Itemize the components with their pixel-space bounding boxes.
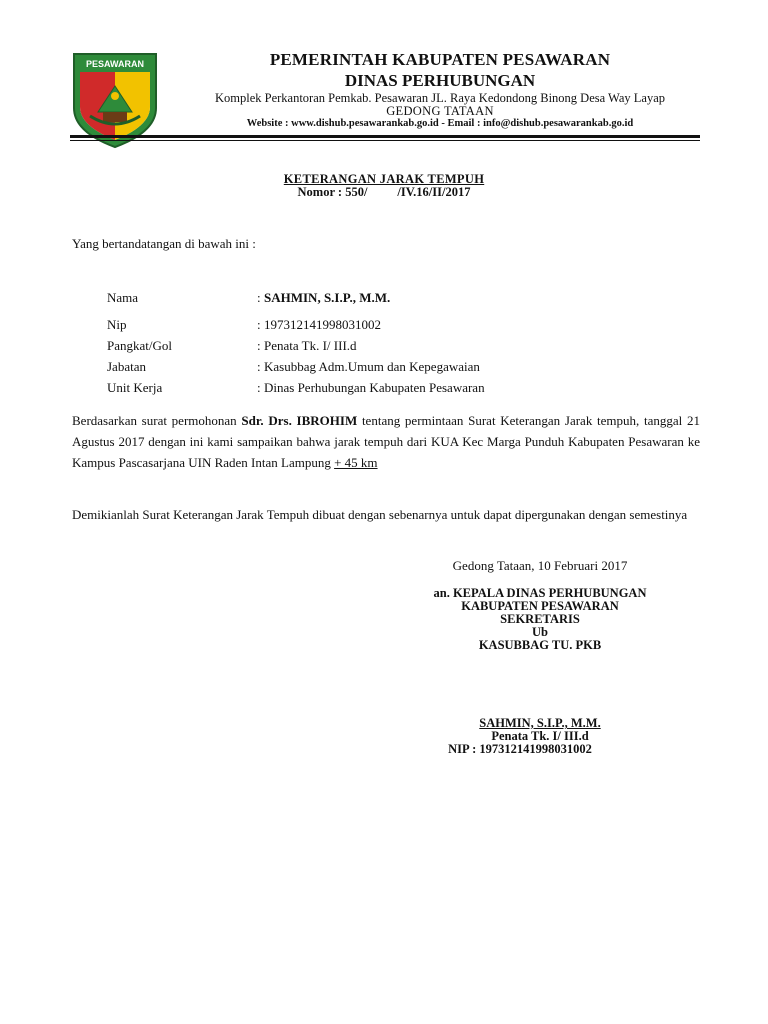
field-label-unit: Unit Kerja bbox=[107, 380, 163, 395]
place-date: Gedong Tataan, 10 Februari 2017 bbox=[452, 558, 628, 573]
signature-title-2: KABUPATEN PESAWARAN bbox=[461, 599, 619, 613]
signatory-nip: NIP : 197312141998031002 bbox=[448, 742, 592, 756]
letterhead-rule-thin bbox=[70, 140, 700, 141]
letterhead-rule-thick bbox=[70, 135, 700, 138]
applicant-name: Sdr. Drs. IBROHIM bbox=[241, 413, 358, 428]
document-number: Nomor : 550/ /IV.16/II/2017 bbox=[297, 185, 471, 199]
signatory-name: SAHMIN, S.I.P., M.M. bbox=[479, 716, 601, 730]
document-title: KETERANGAN JARAK TEMPUH bbox=[283, 172, 485, 186]
intro-text: Yang bertandatangan di bawah ini : bbox=[72, 236, 256, 251]
signature-title-5: KASUBBAG TU. PKB bbox=[478, 638, 602, 652]
field-value-unit: Dinas Perhubungan Kabupaten Pesawaran bbox=[264, 380, 485, 395]
letterhead-agency: DINAS PERHUBUNGAN bbox=[344, 71, 536, 90]
body-paragraph-closing: Demikianlah Surat Keterangan Jarak Tempuh dibuat dengan sebenarnya untuk dapat dipergunakan dengan semestinya bbox=[72, 507, 688, 522]
logo-label: PESAWARAN bbox=[85, 59, 145, 69]
letterhead-city: GEDONG TATAAN bbox=[386, 104, 494, 118]
body-paragraph-distance: Berdasarkan surat permohonan Sdr. Drs. IBROHIM tentang permintaan Surat Keterangan Jarak tempuh, tanggal 21 Agustus 2017 dengan ini kami sampaikan bahwa jarak tempuh dari KUA Kec Marga Punduh Kabupaten Pesawaran ke Kampus Pascasarjana UIN Raden Intan Lampung + 45 km bbox=[72, 413, 700, 470]
signature-title-1: an. KEPALA DINAS PERHUBUNGAN bbox=[433, 586, 647, 600]
field-value-nip: 197312141998031002 bbox=[264, 317, 381, 332]
field-colon: : bbox=[257, 317, 261, 332]
field-colon: : bbox=[257, 290, 261, 305]
field-colon: : bbox=[257, 338, 261, 353]
distance-value: + 45 km bbox=[334, 455, 378, 470]
field-label-rank: Pangkat/Gol bbox=[107, 338, 172, 353]
field-colon: : bbox=[257, 380, 261, 395]
letterhead-government: PEMERINTAH KABUPATEN PESAWARAN bbox=[269, 50, 611, 69]
field-label-position: Jabatan bbox=[107, 359, 146, 374]
letterhead-website: Website : www.dishub.pesawarankab.go.id - Email : info@dishub.pesawarankab.go.id bbox=[246, 118, 634, 129]
field-value-rank: Penata Tk. I/ III.d bbox=[264, 338, 357, 353]
signature-title-3: SEKRETARIS bbox=[500, 612, 580, 626]
signature-title-4: Ub bbox=[532, 625, 548, 639]
field-colon: : bbox=[257, 359, 261, 374]
signatory-rank: Penata Tk. I/ III.d bbox=[491, 729, 589, 743]
field-value-name: SAHMIN, S.I.P., M.M. bbox=[264, 290, 391, 305]
field-label-name: Nama bbox=[107, 290, 139, 305]
field-value-position: Kasubbag Adm.Umum dan Kepegawaian bbox=[264, 359, 480, 374]
field-label-nip: Nip bbox=[107, 317, 127, 332]
letterhead-address: Komplek Perkantoran Pemkab. Pesawaran JL. Raya Kedondong Binong Desa Way Layap bbox=[214, 91, 666, 105]
